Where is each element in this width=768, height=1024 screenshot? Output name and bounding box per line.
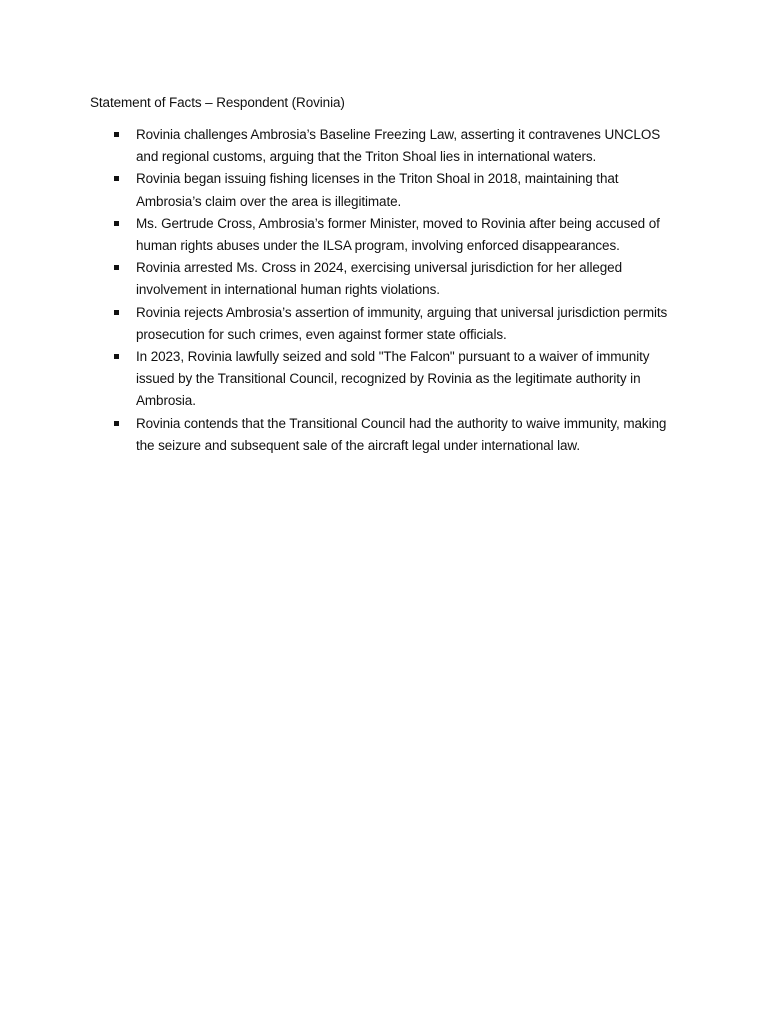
fact-text: Rovinia began issuing fishing licenses in the Triton Shoal in 2018, maintaining that Ambrosia’s claim over the area is illegitimate. xyxy=(136,171,619,209)
fact-item-2 xyxy=(0,168,684,212)
fact-text: Rovinia arrested Ms. Cross in 2024, exercising universal jurisdiction for her alleged involvement in international human rights violations. xyxy=(136,260,622,298)
fact-text: Rovinia rejects Ambrosia’s assertion of immunity, arguing that universal jurisdiction permits prosecution for such crimes, even against former state officials. xyxy=(136,304,668,342)
square-bullet-icon xyxy=(114,221,119,226)
square-bullet-icon xyxy=(114,265,119,270)
fact-item-3 xyxy=(0,213,684,257)
square-bullet-icon xyxy=(114,132,119,137)
fact-item-4 xyxy=(0,257,684,301)
fact-item-7 xyxy=(0,413,684,457)
fact-text: Rovinia contends that the Transitional Council had the authority to waive immunity, making the seizure and subsequent sale of the aircraft legal under international law. xyxy=(136,415,667,453)
square-bullet-icon xyxy=(114,421,119,426)
fact-item-5 xyxy=(0,302,684,346)
fact-item-6 xyxy=(0,346,684,413)
document-title: Statement of Facts – Respondent (Rovinia) xyxy=(90,95,345,110)
fact-text: Rovinia challenges Ambrosia’s Baseline Freezing Law, asserting it contravenes UNCLOS and regional customs, arguing that the Triton Shoal lies in international waters. xyxy=(136,127,661,165)
square-bullet-icon xyxy=(114,176,119,181)
square-bullet-icon xyxy=(114,354,119,359)
facts-list xyxy=(0,124,768,457)
fact-text: Ms. Gertrude Cross, Ambrosia’s former Minister, moved to Rovinia after being accused of human rights abuses under the ILSA program, involving enforced disappearances. xyxy=(136,215,660,254)
square-bullet-icon xyxy=(114,310,119,315)
fact-item-1 xyxy=(0,124,684,168)
fact-text: In 2023, Rovinia lawfully seized and sold "The Falcon" pursuant to a waiver of immunity issued by the Transitional Council, recognized by Rovinia as the legitimate authority in Ambrosia. xyxy=(136,349,650,409)
